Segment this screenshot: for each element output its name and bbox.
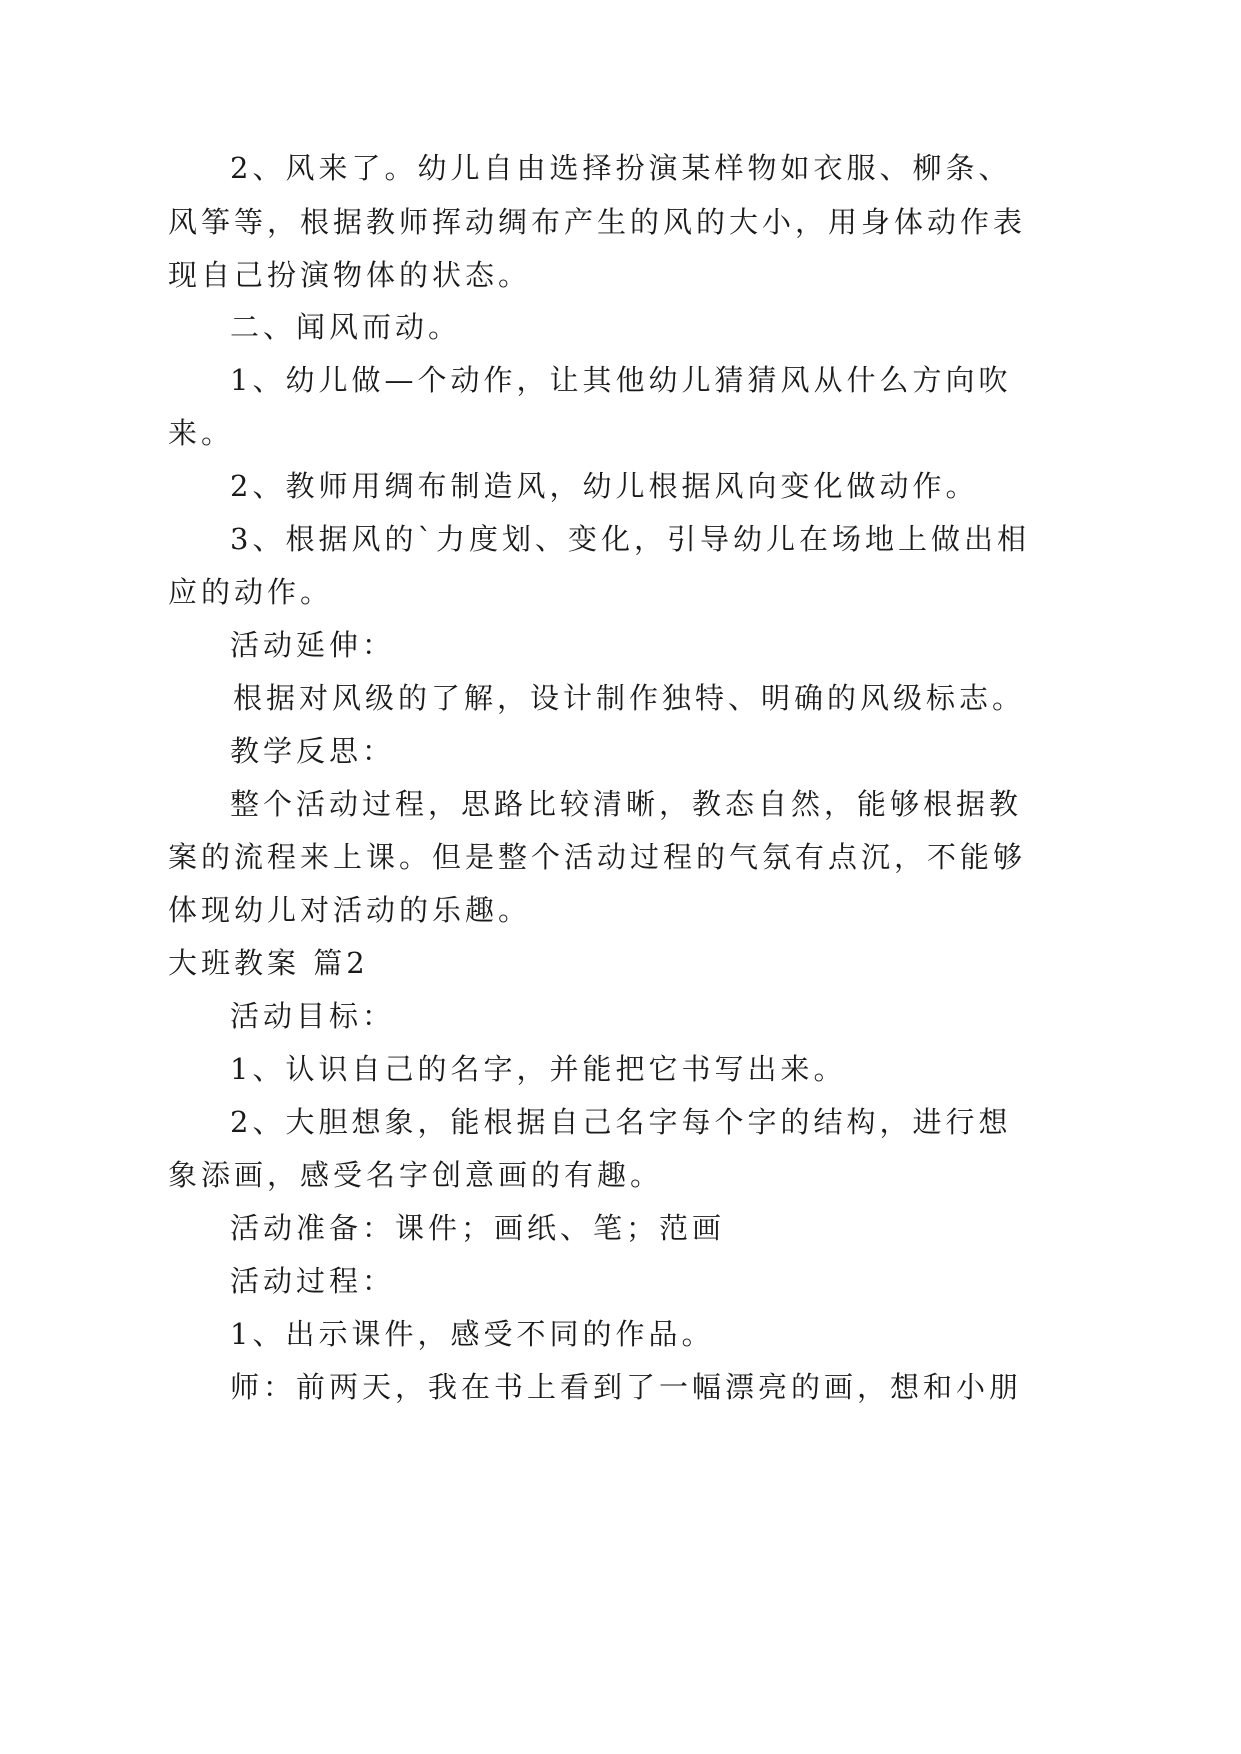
text-line: 象添画，感受名字创意画的有趣。 <box>168 1158 664 1192</box>
section-heading: 教学反思： <box>230 734 396 768</box>
section-heading: 活动目标： <box>230 999 396 1033</box>
text-line: 1、幼儿做—个动作，让其他幼儿猜猜风从什么方向吹 <box>230 363 1012 397</box>
text-line: 来。 <box>168 416 235 450</box>
text-line: 整个活动过程，思路比较清晰，教态自然，能够根据教 <box>230 787 1023 821</box>
text-line: 2、教师用绸布制造风，幼儿根据风向变化做动作。 <box>230 469 979 503</box>
section-heading: 活动过程： <box>230 1264 396 1298</box>
text-line: 二、闻风而动。 <box>230 310 462 344</box>
text-line: 现自己扮演物体的状态。 <box>168 258 532 292</box>
text-line: 应的动作。 <box>168 575 334 609</box>
text-line: 活动准备：课件；画纸、笔；范画 <box>230 1211 726 1245</box>
section-heading: 活动延伸： <box>230 628 396 662</box>
text-line: 风筝等，根据教师挥动绸布产生的风的大小，用身体动作表 <box>168 205 1027 239</box>
text-line: 根据对风级的了解，设计制作独特、明确的风级标志。 <box>233 681 1026 715</box>
text-line: 体现幼儿对活动的乐趣。 <box>168 893 532 927</box>
chapter-title: 大班教案 篇2 <box>168 946 369 980</box>
text-line: 2、大胆想象，能根据自己名字每个字的结构，进行想 <box>230 1105 1012 1139</box>
text-line: 2、风来了。幼儿自由选择扮演某样物如衣服、柳条、 <box>230 151 1012 185</box>
text-line: 3、根据风的`力度划、变化，引导幼儿在场地上做出相 <box>230 522 1030 556</box>
text-line: 1、出示课件，感受不同的作品。 <box>230 1317 715 1351</box>
text-line: 1、认识自己的名字，并能把它书写出来。 <box>230 1052 847 1086</box>
text-line: 案的流程来上课。但是整个活动过程的气氛有点沉，不能够 <box>168 840 1027 874</box>
text-line: 师：前两天，我在书上看到了一幅漂亮的画，想和小朋 <box>230 1370 1023 1404</box>
